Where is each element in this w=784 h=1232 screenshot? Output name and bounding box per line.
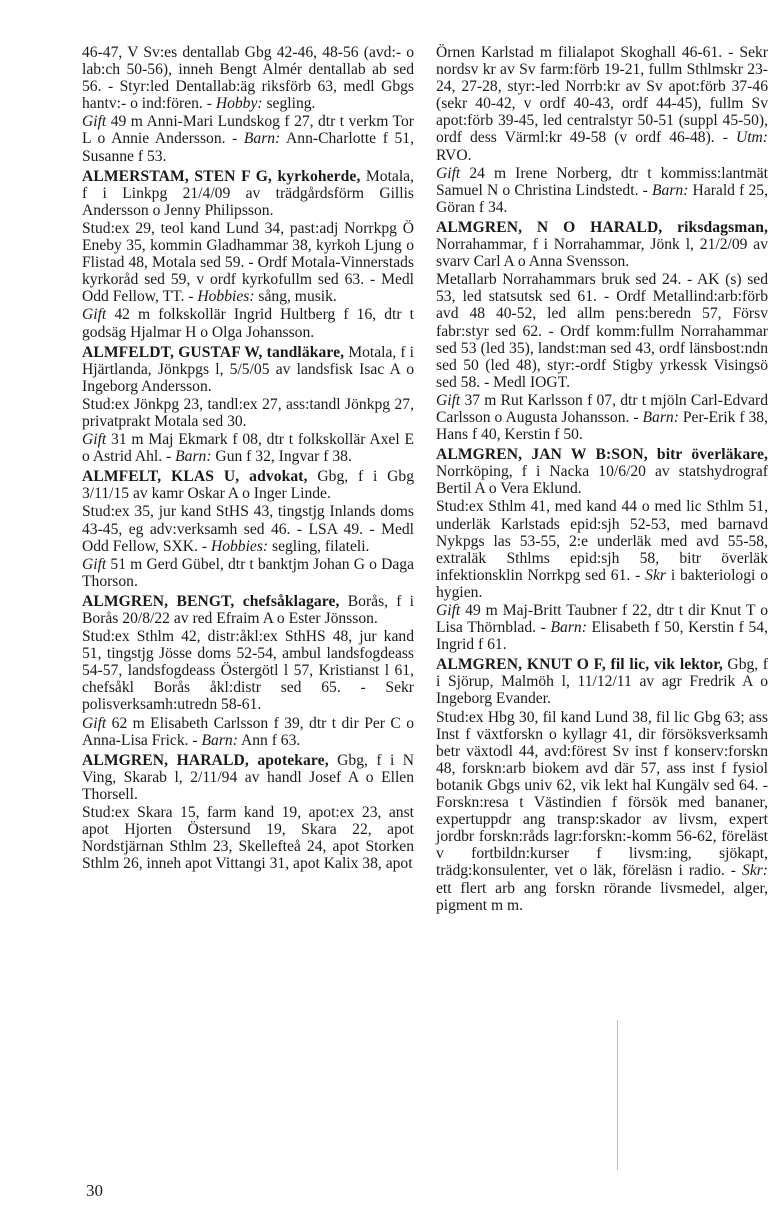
- entry-almerstam-intro: ALMERSTAM, STEN F G, kyrkoherde, Motala, f i Linkpg 21/4/09 av trädgårdsförm Gillis Andersson o Jenny Philipsson.: [82, 167, 414, 219]
- entry-heading: ALMGREN, N O HARALD, riksdagsman,: [436, 218, 768, 236]
- entry-heading: ALMGREN, BENGT, chefsåklagare,: [82, 592, 340, 610]
- entry-almfeldt-gift: Gift 31 m Maj Ekmark f 08, dtr t folkskollär Axel E o Astrid Ahl. - Barn: Gun f 32, Ingvar f 38.: [82, 431, 414, 466]
- entry-almfelt-career: Stud:ex 35, jur kand StHS 43, tingstjg Inlands doms 43-45, eg adv:verksamh sed 46. - LSA 49. - Medl Odd Fellow, SXK. - Hobbies: segling, filateli.: [82, 503, 414, 555]
- left-column: [82, 44, 414, 873]
- entry-almfeldt-intro: ALMFELDT, GUSTAF W, tandläkare, Motala, f i Hjärtlanda, Jönkpgs l, 5/5/05 av landsfisk Isac A o Ingeborg Andersson.: [82, 343, 414, 395]
- entry-heading: ALMFELT, KLAS U, advokat,: [82, 468, 308, 486]
- right-column: [436, 44, 768, 915]
- entry-almfeldt: [82, 344, 414, 466]
- entry-heading: ALMGREN, JAN W B:SON, bitr överläkare,: [436, 446, 768, 464]
- entry-continuation-harald-gift: Gift 24 m Irene Norberg, dtr t kommiss:lantmät Samuel N o Christina Lindstedt. - Barn: Harald f 25, Göran f 34.: [436, 164, 768, 216]
- entry-almgren-bengt-career: Stud:ex Sthlm 42, distr:åkl:ex SthHS 48, jur kand 51, tingstjg Jösse doms 52-54, ambul landsfogdeass 54-57, landsfogdeass Östergötl l 57, Kristianst l 61, chefsåkl Borås åkl:distr sed 65. - Sekr polisverksamh:utredn 58-61.: [82, 628, 414, 714]
- entry-almgren-n-o-harald: [436, 219, 768, 443]
- entry-almgren-bengt-gift: Gift 62 m Elisabeth Carlsson f 39, dtr t dir Per C o Anna-Lisa Frick. - Barn: Ann f 63.: [82, 714, 414, 749]
- page-number: 30: [86, 1181, 103, 1200]
- entry-almgren-jan-career: Stud:ex Sthlm 41, med kand 44 o med lic Sthlm 51, underläk Karlstads epid:sjh 52-53, med barnavd Nykpgs las 53-55, 2:e underläk med avd 55-58, extraläk Sthlms epid:sjh 58, bitr överläk infektionsklin Norrkpg sed 61. - Skr i bakteriologi o hygien.: [436, 498, 768, 601]
- entry-almgren-n-o-harald-gift: Gift 37 m Rut Karlsson f 07, dtr t mjöln Carl-Edvard Carlsson o Augusta Johansson. - Barn: Per-Erik f 38, Hans f 40, Kerstin f 50.: [436, 391, 768, 444]
- entry-almfeldt-career: Stud:ex Jönkpg 23, tandl:ex 27, ass:tandl Jönkpg 27, privatprakt Motala sed 30.: [82, 395, 414, 430]
- entry-heading: ALMGREN, KNUT O F, fil lic, vik lektor,: [436, 656, 723, 674]
- entry-almerstam-gift: Gift 42 m folkskollär Ingrid Hultberg f 16, dtr t godsäg Hjalmar H o Olga Johansson.: [82, 306, 414, 341]
- entry-almgren-knut-intro: ALMGREN, KNUT O F, fil lic, vik lektor, Gbg, f i Sjörup, Malmöh l, 11/12/11 av agr Fredrik A o Ingeborg Evander.: [436, 656, 768, 708]
- entry-almfelt-gift: Gift 51 m Gerd Gübel, dtr t banktjm Johan G o Daga Thorson.: [82, 555, 414, 590]
- scan-artifact-line: [617, 1020, 618, 1170]
- entry-almerstam-career: Stud:ex 29, teol kand Lund 34, past:adj Norrkpg Ö Eneby 35, kommin Gladhammar 38, kyrkoh Ljung o Flistad 48, Motala sed 59. - Ordf Motala-Vinnerstads kyrkoråd sed 59, v ordf kyrkofullm sed 63. - Medl Odd Fellow, TT. - Hobbies: sång, musik.: [82, 219, 414, 306]
- entry-almgren-harald-career: Stud:ex Skara 15, farm kand 19, apot:ex 23, anst apot Hjorten Östersund 19, Skara 22, apot Nordstjärnan Sthlm 23, Skellefteå 24, apot Storken Sthlm 26, inneh apot Vittangi 31, apot Kalix 38, apot: [82, 804, 414, 873]
- entry-almgren-n-o-harald-career: Metallarb Norrahammars bruk sed 24. - AK (s) sed 53, led statsutsk sed 61. - Ordf Metallind:arb:förb avd 48 40-52, led allm pens:beredn 57, Försv fabr:styr sed 62. - Ordf komm:fullm Norrahammar sed 53 (led 35), landst:man sed 43, ordf länsbost:ndn sed 50 (led 48), styr:-ordf Stigby yrkessk Visingsö sed 58. - Medl IOGT.: [436, 271, 768, 391]
- entry-almgren-jan-gift: Gift 49 m Maj-Britt Taubner f 22, dtr t dir Knut T o Lisa Thörnblad. - Barn: Elisabeth f 50, Kerstin f 54, Ingrid f 61.: [436, 602, 768, 654]
- entry-continuation-harald: Örnen Karlstad m filialapot Skoghall 46-61. - Sekr nordsv kr av Sv farm:förb 19-21, fullm Sthlmskr 23-24, 27-28, styr:-led Norrb:kr av Sv apot:förb 37-46 (sekr 40-42, v ordf 40-43, ordf 44-45), fullm Sv apot:förb 39-45, led centralstyr 50-51 (suppl 45-50), ordf dess Värml:kr 49-58 (v ordf 46-48). - Utm: RVO.: [436, 44, 768, 164]
- entry-almerstam: [82, 168, 414, 341]
- entry-almfelt: [82, 468, 414, 590]
- entry-heading: ALMFELDT, GUSTAF W, tandläkare,: [82, 343, 345, 361]
- entry-almgren-harald-intro: ALMGREN, HARALD, apotekare, Gbg, f i N Ving, Skarab l, 2/11/94 av handl Josef A o Ellen Thorsell.: [82, 751, 414, 803]
- entry-continuation-almer-gift: Gift 49 m Anni-Mari Lundskog f 27, dtr t verkm Tor L o Annie Andersson. - Barn: Ann-Charlotte f 51, Susanne f 53.: [82, 113, 414, 165]
- entry-continuation-almer: 46-47, V Sv:es dentallab Gbg 42-46, 48-56 (avd:- o lab:ch 50-56), inneh Bengt Almér dentallab ab sed 56. - Styr:led Dentallab:äg riksförb 63, medl Gbgs hantv:- o ind:fören. - Hobby: segling.: [82, 44, 414, 113]
- entry-almgren-knut-career: Stud:ex Hbg 30, fil kand Lund 38, fil lic Gbg 63; ass Inst f växtforskn o kyllagr 41, dir försöksverksamh betr växtodl 44, avd:förest Sv inst f konserv:forskn 48, forskn:arb biokem avd där 57, ass inst f fysiol botanik Gbgs univ 62, vik lekt hal Kungälv sed 64. - Forskn:resa t Västindien f försök med bananer, expertuppdr ang transp:skador av livsm, expert jordbr forskn:råds lagr:forskn:-komm 56-62, föreläst v fortbildn:kurser f livsm:ing, sjökapt, trädg:konsulenter, vet o läk, föreläsn i radio. - Skr: ett flert arb ang forskn rörande livsmedel, alger, pigment m m.: [436, 708, 768, 914]
- entry-heading: ALMERSTAM, STEN F G, kyrkoherde,: [82, 167, 361, 185]
- entry-almgren-bengt-intro: ALMGREN, BENGT, chefsåklagare, Borås, f i Borås 20/8/22 av red Efraim A o Ester Jönsson.: [82, 592, 415, 627]
- entry-almfelt-intro: ALMFELT, KLAS U, advokat, Gbg, f i Gbg 3/11/15 av kamr Oskar A o Inger Linde.: [82, 468, 414, 503]
- entry-almgren-bengt: [82, 593, 414, 749]
- entry-almgren-harald: [82, 752, 414, 873]
- entry-almgren-jan-intro: ALMGREN, JAN W B:SON, bitr överläkare, Norrköping, f i Nacka 10/6/20 av statshydrograf Bertil A o Vera Eklund.: [436, 446, 768, 498]
- entry-almgren-jan: [436, 446, 768, 653]
- entry-almgren-n-o-harald-intro: ALMGREN, N O HARALD, riksdagsman, Norrahammar, f i Norrahammar, Jönk l, 21/2/09 av svarv Carl A o Anna Svensson.: [436, 218, 768, 271]
- entry-heading: ALMGREN, HARALD, apotekare,: [82, 751, 329, 769]
- entry-almgren-knut: [436, 656, 768, 913]
